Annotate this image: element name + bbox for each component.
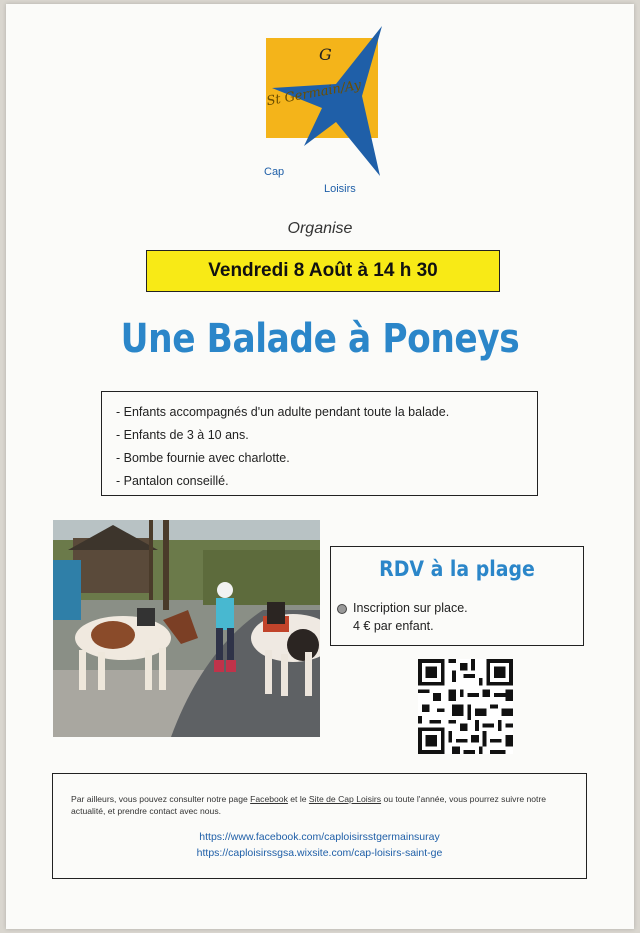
info-line: - Bombe fournie avec charlotte. xyxy=(116,451,290,465)
qr-code[interactable] xyxy=(418,659,513,754)
cap-loisirs-logo xyxy=(264,26,384,195)
footer-text-part: ou toute l'année, vous pourrez suivre notre actualité, et prendre contact avec nous. xyxy=(71,794,547,816)
logo-loisirs-text: Loisirs xyxy=(324,183,356,195)
footer-text-part: Par ailleurs, vous pouvez consulter notre page xyxy=(71,794,251,804)
facebook-link[interactable]: Facebook xyxy=(250,794,288,804)
website-url-link[interactable]: https://caploisirssgsa.wixsite.com/cap-loisirs-saint-ge xyxy=(196,847,443,859)
logo-script-text: St Germain/Ay xyxy=(265,77,363,110)
footer-box xyxy=(52,773,587,879)
logo-cap-text: Cap xyxy=(264,166,285,178)
organise-label: Organise xyxy=(287,220,353,237)
rdv-title: RDV à la plage xyxy=(379,557,535,581)
date-banner xyxy=(146,250,500,292)
date-text: Vendredi 8 Août à 14 h 30 xyxy=(208,260,438,281)
headline-title: Une Balade à Poneys xyxy=(120,316,520,362)
svg-text:G: G xyxy=(319,45,332,64)
pony-ride-photo xyxy=(53,520,320,737)
info-box xyxy=(101,391,538,496)
rdv-inscription: Inscription sur place. xyxy=(353,601,468,615)
info-line: - Pantalon conseillé. xyxy=(116,474,229,488)
facebook-url-link[interactable]: https://www.facebook.com/caploisirsstgermainsuray xyxy=(199,831,440,843)
info-line: - Enfants accompagnés d'un adulte pendant toute la balade. xyxy=(116,405,450,419)
footer-paragraph xyxy=(71,793,571,817)
footer-text-part: et le xyxy=(287,794,309,804)
rdv-price: 4 € par enfant. xyxy=(353,619,434,633)
bullet-icon xyxy=(337,604,347,614)
site-link[interactable]: Site de Cap Loisirs xyxy=(308,794,382,804)
rdv-box xyxy=(330,546,584,646)
info-line: - Enfants de 3 à 10 ans. xyxy=(116,428,249,442)
